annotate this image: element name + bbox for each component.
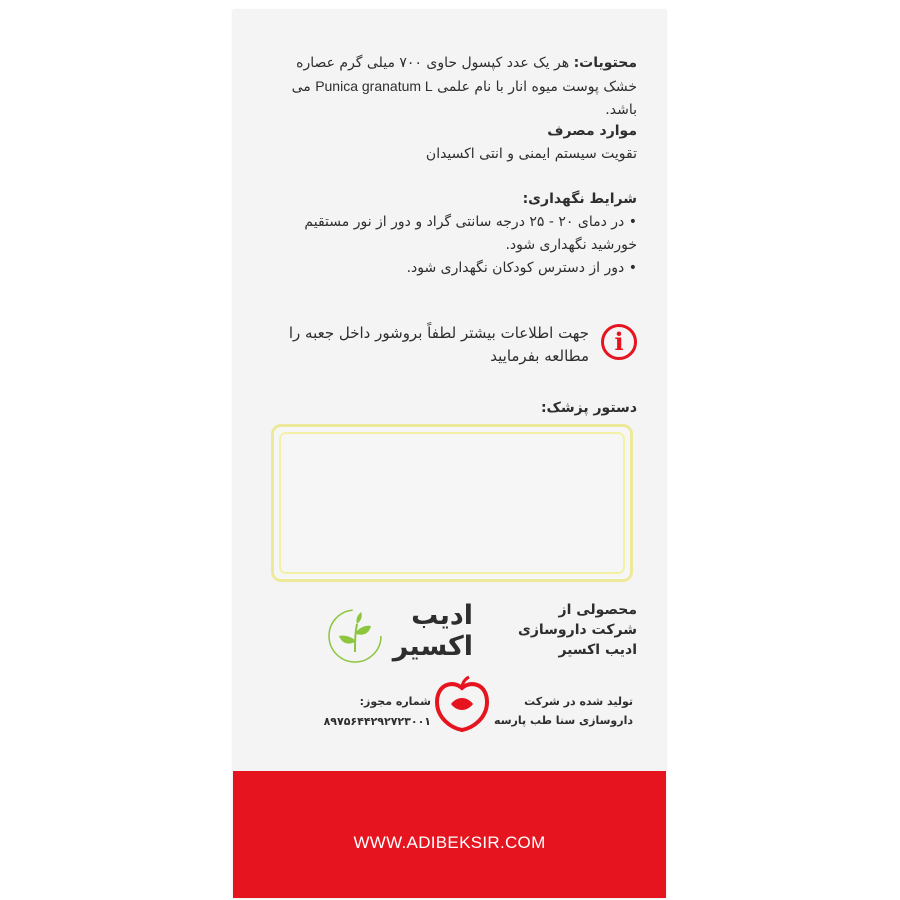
website-link[interactable]: WWW.ADIBEKSIR.COM bbox=[353, 833, 546, 852]
usage-label: موارد مصرف bbox=[547, 123, 637, 139]
brand-wordmark-line: ادیب bbox=[411, 600, 473, 631]
contents-text-after: می باشد. bbox=[291, 79, 637, 118]
license-number: ۸۹۷۵۶۴۴۲۹۲۷۲۳۰۰۱ bbox=[323, 715, 431, 728]
storage-label: شرایط نگهداری: bbox=[522, 191, 637, 207]
info-icon: i bbox=[601, 324, 637, 360]
storage-list bbox=[271, 211, 637, 280]
company-line: ادیب اکسیر bbox=[558, 642, 637, 658]
manufacturer-line: داروسازی سنا طب پارسه bbox=[494, 714, 633, 727]
usage-section bbox=[271, 120, 637, 166]
usage-text: تقویت سیستم ایمنی و انتی اکسیدان bbox=[425, 146, 637, 162]
brand-wordmark bbox=[373, 600, 473, 662]
info-notice bbox=[269, 322, 637, 378]
brand-wordmark-line: اکسیر bbox=[392, 631, 473, 662]
license-info bbox=[295, 692, 431, 732]
prescription-box bbox=[271, 424, 633, 582]
company-credit bbox=[483, 600, 637, 660]
manufacturer-line: تولید شده در شرکت bbox=[524, 695, 633, 708]
storage-item: • در دمای ۲۰ - ۲۵ درجه سانتی گراد و دور از نور مستقیم خورشید نگهداری شود. bbox=[271, 211, 637, 257]
contents-section bbox=[271, 52, 637, 122]
contents-label: محتویات: bbox=[573, 55, 637, 71]
storage-section bbox=[271, 188, 637, 280]
prescription-label: دستور پزشک: bbox=[540, 400, 637, 416]
company-line: شرکت داروسازی bbox=[518, 622, 637, 638]
adib-eksir-logo-icon bbox=[325, 606, 385, 666]
footer-band bbox=[233, 771, 666, 898]
prescription-box-inner-frame bbox=[279, 432, 625, 574]
contents-latin-name: Punica granatum L bbox=[315, 78, 433, 94]
info-text: جهت اطلاعات بیشتر لطفاً بروشور داخل جعبه را مطالعه بفرمایید bbox=[288, 324, 589, 365]
product-box-panel bbox=[233, 10, 666, 898]
license-label: شماره مجوز: bbox=[359, 695, 431, 708]
contents-text-before: هر یک عدد کپسول حاوی ۷۰۰ میلی گرم عصاره خشک پوست میوه انار با نام علمی bbox=[296, 55, 637, 95]
company-line: محصولی از bbox=[558, 602, 637, 618]
storage-item: • دور از دسترس کودکان نگهداری شود. bbox=[271, 257, 637, 280]
fda-apple-logo-icon bbox=[429, 674, 495, 750]
